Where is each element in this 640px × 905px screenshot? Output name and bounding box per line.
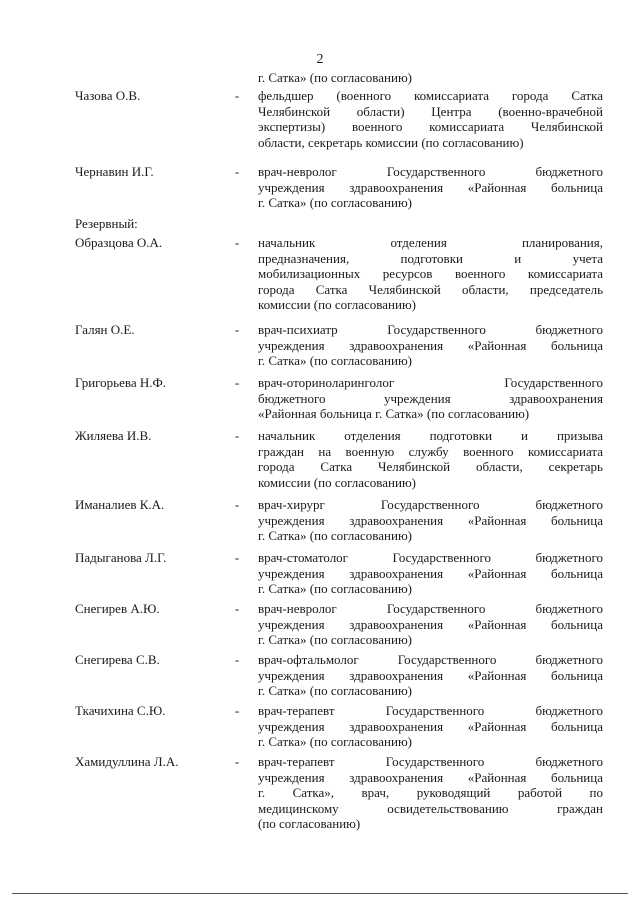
role-line: г. Сатка» (по согласованию) xyxy=(258,195,412,211)
role-line: врач-хирург Государственного бюджетного xyxy=(258,497,603,512)
member-role xyxy=(258,88,603,150)
role-line: учреждения здравоохранения «Районная больница xyxy=(258,667,603,683)
role-line: г. Сатка» (по согласованию) xyxy=(258,581,412,597)
role-line: мобилизационных ресурсов военного комиссариата xyxy=(258,266,603,282)
member-dash: - xyxy=(234,375,240,390)
role-line: фельдшер (военного комиссариата города Сатка xyxy=(258,88,603,103)
member-name: Галян О.Е. xyxy=(75,322,135,337)
member-name: Снегирев А.Ю. xyxy=(75,601,160,616)
role-line: (по согласованию) xyxy=(258,816,361,832)
role-line: учреждения здравоохранения «Районная больница xyxy=(258,769,603,785)
role-line: граждан на военную службу военного комиссариата xyxy=(258,443,603,459)
role-line: города Сатка Челябинской области, секретарь xyxy=(258,459,603,475)
member-name: Хамидуллина Л.А. xyxy=(75,754,179,769)
member-role xyxy=(258,235,603,313)
role-line: врач-невролог Государственного бюджетного xyxy=(258,164,603,179)
member-name: Ткачихина С.Ю. xyxy=(75,703,166,718)
member-name: Иманалиев К.А. xyxy=(75,497,165,512)
member-dash: - xyxy=(234,550,240,565)
member-role xyxy=(258,550,603,597)
member-dash: - xyxy=(234,322,240,337)
role-line: врач-стоматолог Государственного бюджетного xyxy=(258,550,603,565)
role-line: «Районная больница г. Сатка» (по согласованию) xyxy=(258,406,530,422)
member-role xyxy=(258,164,603,211)
role-line: г. Сатка» (по согласованию) xyxy=(258,528,412,544)
member-dash: - xyxy=(234,88,240,103)
role-line: учреждения здравоохранения «Районная больница xyxy=(258,512,603,528)
member-role xyxy=(258,375,603,422)
member-name: Образцова О.А. xyxy=(75,235,163,250)
role-line: города Сатка Челябинской области, председатель xyxy=(258,281,603,297)
role-line: врач-офтальмолог Государственного бюджетного xyxy=(258,652,603,667)
member-role xyxy=(258,497,603,544)
role-line: г. Сатка» (по согласованию) xyxy=(258,353,412,369)
member-dash: - xyxy=(234,428,240,443)
member-dash: - xyxy=(234,703,240,718)
role-line: врач-психиатр Государственного бюджетного xyxy=(258,322,603,337)
role-line: комиссии (по согласованию) xyxy=(258,297,416,313)
role-line: учреждения здравоохранения «Районная больница xyxy=(258,337,603,353)
member-name: Чернавин И.Г. xyxy=(75,164,154,179)
member-name: Григорьева Н.Ф. xyxy=(75,375,167,390)
role-line: врач-терапевт Государственного бюджетного xyxy=(258,703,603,718)
member-role xyxy=(258,428,603,490)
role-line: учреждения здравоохранения «Районная больница xyxy=(258,718,603,734)
role-line: бюджетного учреждения здравоохранения xyxy=(258,390,603,406)
member-dash: - xyxy=(234,652,240,667)
role-line: г. Сатка» (по согласованию) xyxy=(258,734,412,750)
bottom-rule xyxy=(12,893,628,894)
role-line: учреждения здравоохранения «Районная больница xyxy=(258,616,603,632)
role-line: Челябинской области) Центра (военно-врачебной xyxy=(258,103,603,119)
role-line: медицинскому освидетельствованию граждан xyxy=(258,800,603,816)
member-role xyxy=(258,652,603,699)
role-line: комиссии (по согласованию) xyxy=(258,474,416,490)
role-line: г. Сатка» (по согласованию) xyxy=(258,632,412,648)
reserve-section-label: Резервный: xyxy=(75,216,138,231)
member-role xyxy=(258,322,603,369)
member-name: Чазова О.В. xyxy=(75,88,141,103)
member-role xyxy=(258,703,603,750)
role-line: врач-невролог Государственного бюджетного xyxy=(258,601,603,616)
role-line: г. Сатка», врач, руководящий работой по xyxy=(258,785,603,801)
member-dash: - xyxy=(234,497,240,512)
role-line: учреждения здравоохранения «Районная больница xyxy=(258,565,603,581)
member-dash: - xyxy=(234,754,240,769)
member-dash: - xyxy=(234,601,240,616)
role-line: предназначения, подготовки и учета xyxy=(258,250,603,266)
member-name: Падыганова Л.Г. xyxy=(75,550,167,565)
member-name: Жиляева И.В. xyxy=(75,428,152,443)
role-line: врач-терапевт Государственного бюджетного xyxy=(258,754,603,769)
member-role xyxy=(258,601,603,648)
page-number: 2 xyxy=(316,52,324,67)
role-line: г. Сатка» (по согласованию) xyxy=(258,683,412,699)
role-line: начальник отделения планирования, xyxy=(258,235,603,250)
continuation-line: г. Сатка» (по согласованию) xyxy=(258,70,412,85)
role-line: начальник отделения подготовки и призыва xyxy=(258,428,603,443)
member-dash: - xyxy=(234,235,240,250)
role-line: учреждения здравоохранения «Районная больница xyxy=(258,179,603,195)
role-line: врач-оториноларинголог Государственного xyxy=(258,375,603,390)
member-dash: - xyxy=(234,164,240,179)
role-line: области, секретарь комиссии (по согласованию) xyxy=(258,134,524,150)
role-line: экспертизы) военного комиссариата Челябинской xyxy=(258,119,603,135)
member-name: Снегирева С.В. xyxy=(75,652,160,667)
member-role xyxy=(258,754,603,832)
